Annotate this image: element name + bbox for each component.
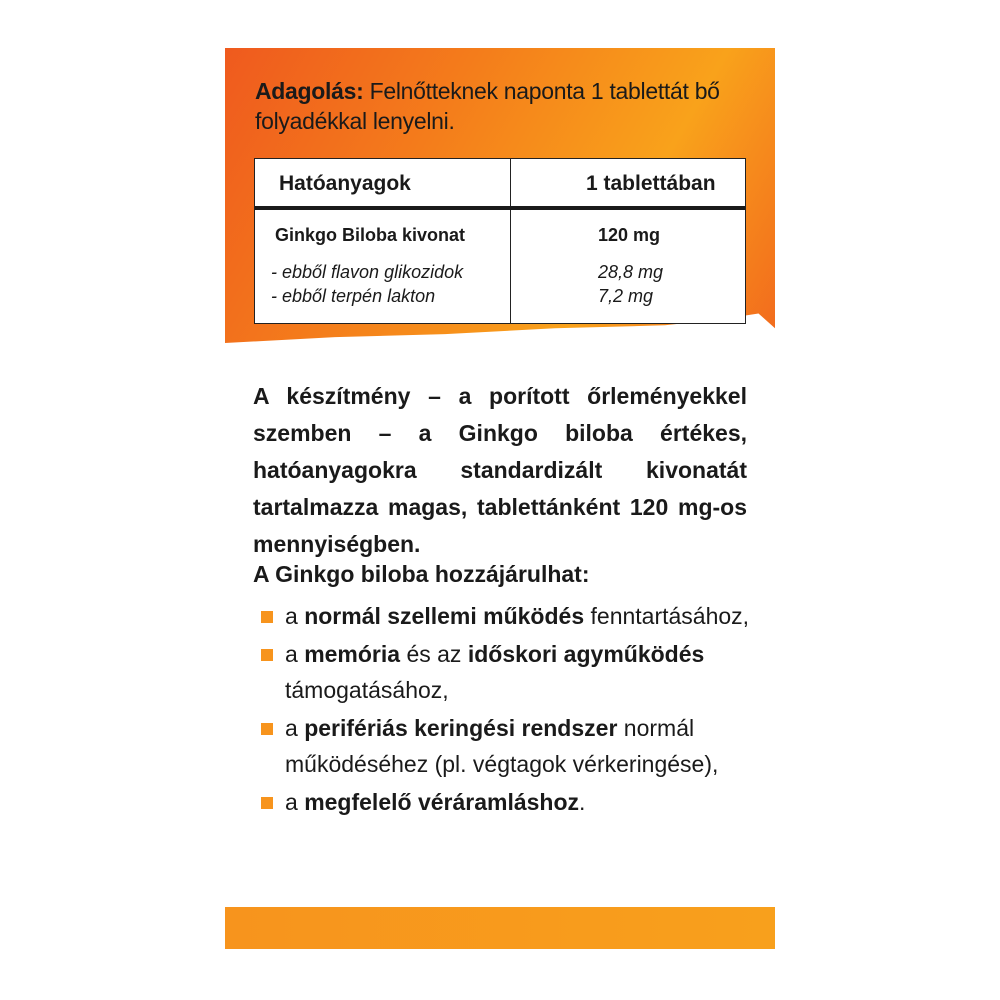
bullet-square-icon <box>261 649 273 661</box>
item-prefix: a <box>285 603 305 629</box>
dosage-label: Adagolás: <box>255 78 364 104</box>
item-text: . <box>579 789 586 815</box>
item-highlight: megfelelő véráramláshoz <box>304 789 580 815</box>
header-active-ingredients: Hatóanyagok <box>279 172 411 195</box>
main-ingredient-name: Ginkgo Biloba kivonat <box>275 225 466 245</box>
benefits-heading: A Ginkgo biloba hozzájárulhat: <box>253 561 590 587</box>
item-highlight: perifériás keringési rendszer <box>304 715 618 741</box>
list-item <box>261 710 761 782</box>
sub-amount-terpene: 7,2 mg <box>598 286 654 306</box>
ingredients-table <box>254 158 746 324</box>
item-text: fenntartásához, <box>584 603 750 629</box>
bullet-square-icon <box>261 797 273 809</box>
sub-amount-flavone: 28,8 mg <box>598 262 664 282</box>
item-text: és az <box>400 641 468 667</box>
dosage-instructions: Felnőtteknek naponta 1 tablettát bő folyadékkal lenyelni. <box>255 78 720 134</box>
item-highlight-2: időskori agyműködés <box>467 641 705 667</box>
item-prefix: a <box>285 789 305 815</box>
main-ingredient-amount: 120 mg <box>598 225 661 245</box>
item-highlight: normál szellemi működés <box>304 603 585 629</box>
header-per-tablet: 1 tablettában <box>586 172 716 195</box>
item-text-2: támogatásához, <box>285 677 449 703</box>
item-highlight: memória <box>304 641 401 667</box>
list-item <box>261 598 761 634</box>
item-text: normál működéséhez (pl. végtagok vérkeringése), <box>285 715 719 777</box>
sub-ingredient-flavone: - ebből flavon glikozidok <box>271 262 464 282</box>
table-header-row <box>255 159 745 210</box>
product-description: A készítmény – a porított őrleményekkel szemben – a Ginkgo biloba értékes, hatóanyagokra standardizált kivonatát tartalmazza magas, tablettánként 120 mg-os mennyiségben. <box>253 383 747 557</box>
footer-accent-bar <box>225 907 775 949</box>
bullet-square-icon <box>261 611 273 623</box>
bullet-square-icon <box>261 723 273 735</box>
item-prefix: a <box>285 715 305 741</box>
list-item <box>261 636 761 708</box>
product-info-panel <box>225 48 775 928</box>
sub-ingredient-terpene: - ebből terpén lakton <box>271 286 436 306</box>
list-item <box>261 784 761 820</box>
item-prefix: a <box>285 641 305 667</box>
dosage-text <box>255 76 755 136</box>
benefits-list <box>261 598 761 822</box>
